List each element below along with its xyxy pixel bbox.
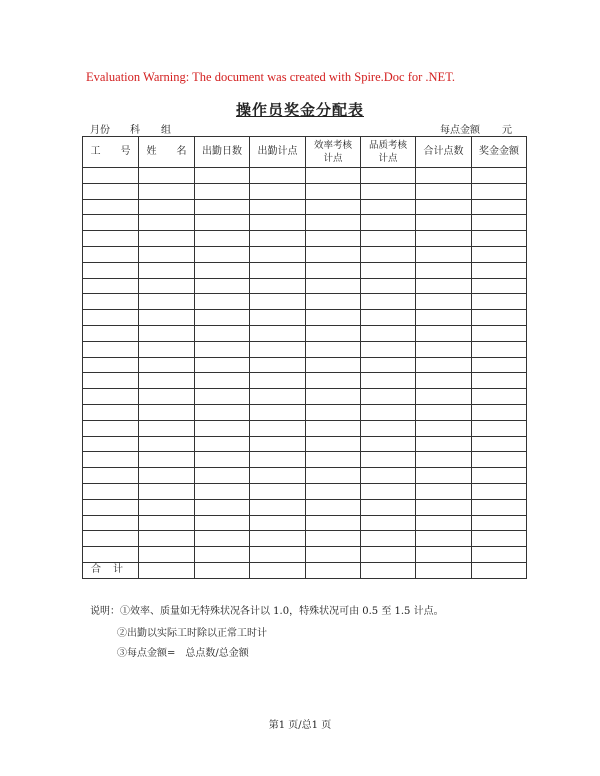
meta-unit xyxy=(502,121,512,136)
table-cell[interactable] xyxy=(416,499,472,515)
section-label-a: 科 xyxy=(130,125,140,136)
table-cell[interactable] xyxy=(139,499,195,515)
table-cell[interactable] xyxy=(250,341,306,357)
table-cell[interactable] xyxy=(306,452,361,468)
table-cell[interactable] xyxy=(83,310,139,326)
table-cell[interactable] xyxy=(306,357,361,373)
evaluation-warning: Evaluation Warning: The document was created with Spire.Doc for .NET. xyxy=(86,70,456,84)
total-cell[interactable] xyxy=(306,562,361,578)
table-cell[interactable] xyxy=(250,168,306,184)
table-cell[interactable] xyxy=(250,294,306,310)
table-cell[interactable] xyxy=(416,436,472,452)
table-row xyxy=(83,483,527,499)
table-cell[interactable] xyxy=(83,246,139,262)
table-cell[interactable] xyxy=(416,389,472,405)
table-row xyxy=(83,420,527,436)
table-cell[interactable] xyxy=(306,373,361,389)
table-cell[interactable] xyxy=(361,215,416,231)
table-cell[interactable] xyxy=(306,199,361,215)
bonus-table xyxy=(82,136,527,579)
table-cell[interactable] xyxy=(306,531,361,547)
table-cell[interactable] xyxy=(361,389,416,405)
table-row xyxy=(83,183,527,199)
table-cell[interactable] xyxy=(195,215,250,231)
table-cell[interactable] xyxy=(361,278,416,294)
table-cell[interactable] xyxy=(416,278,472,294)
note-1: 说明：①效率、质量如无特殊状况各计以 1.0，特殊状况可由 0.5 至 1.5 计点。 xyxy=(90,606,444,617)
table-cell[interactable] xyxy=(195,515,250,531)
table-cell[interactable] xyxy=(361,515,416,531)
table-row xyxy=(83,199,527,215)
table-cell[interactable] xyxy=(472,199,527,215)
table-cell[interactable] xyxy=(416,215,472,231)
table-cell[interactable] xyxy=(139,468,195,484)
table-cell[interactable] xyxy=(139,294,195,310)
total-label: 合计 xyxy=(83,562,139,578)
table-cell[interactable] xyxy=(139,436,195,452)
table-cell[interactable] xyxy=(139,420,195,436)
table-cell[interactable] xyxy=(195,294,250,310)
table-cell[interactable] xyxy=(416,294,472,310)
table-row xyxy=(83,278,527,294)
table-cell[interactable] xyxy=(139,246,195,262)
table-cell[interactable] xyxy=(250,420,306,436)
table-cell[interactable] xyxy=(195,341,250,357)
table-cell[interactable] xyxy=(139,404,195,420)
table-cell[interactable] xyxy=(250,231,306,247)
table-cell[interactable] xyxy=(83,199,139,215)
table-cell[interactable] xyxy=(306,468,361,484)
col-header-name: 姓 名 xyxy=(139,137,195,168)
table-cell[interactable] xyxy=(139,183,195,199)
table-cell[interactable] xyxy=(83,452,139,468)
table-cell[interactable] xyxy=(250,404,306,420)
table-cell[interactable] xyxy=(472,420,527,436)
table-cell[interactable] xyxy=(250,468,306,484)
table-cell[interactable] xyxy=(472,515,527,531)
table-cell[interactable] xyxy=(250,262,306,278)
table-cell[interactable] xyxy=(250,310,306,326)
table-cell[interactable] xyxy=(361,468,416,484)
table-cell[interactable] xyxy=(250,357,306,373)
table-cell[interactable] xyxy=(83,483,139,499)
table-cell[interactable] xyxy=(250,199,306,215)
meta-month xyxy=(90,121,110,136)
table-cell[interactable] xyxy=(472,262,527,278)
table-cell[interactable] xyxy=(250,436,306,452)
table-cell[interactable] xyxy=(306,262,361,278)
table-cell[interactable] xyxy=(306,341,361,357)
table-cell[interactable] xyxy=(83,547,139,563)
table-cell[interactable] xyxy=(306,483,361,499)
table-row xyxy=(83,341,527,357)
table-cell[interactable] xyxy=(306,436,361,452)
total-cell[interactable] xyxy=(416,562,472,578)
table-cell[interactable] xyxy=(416,420,472,436)
table-cell[interactable] xyxy=(472,468,527,484)
table-cell[interactable] xyxy=(195,278,250,294)
table-row xyxy=(83,547,527,563)
table-cell[interactable] xyxy=(195,531,250,547)
total-cell[interactable] xyxy=(139,562,195,578)
table-cell[interactable] xyxy=(472,231,527,247)
table-cell[interactable] xyxy=(195,547,250,563)
table-cell[interactable] xyxy=(195,404,250,420)
table-cell[interactable] xyxy=(250,515,306,531)
table-cell[interactable] xyxy=(250,389,306,405)
table-cell[interactable] xyxy=(361,246,416,262)
table-cell[interactable] xyxy=(139,262,195,278)
col-header-employee-id: 工 号 xyxy=(83,137,139,168)
table-cell[interactable] xyxy=(195,452,250,468)
table-cell[interactable] xyxy=(306,294,361,310)
table-cell[interactable] xyxy=(83,168,139,184)
table-cell[interactable] xyxy=(306,310,361,326)
table-cell[interactable] xyxy=(139,483,195,499)
table-cell[interactable] xyxy=(250,215,306,231)
section-label-b: 组 xyxy=(161,125,171,136)
table-cell[interactable] xyxy=(139,325,195,341)
table-cell[interactable] xyxy=(472,183,527,199)
table-cell[interactable] xyxy=(139,515,195,531)
table-cell[interactable] xyxy=(361,483,416,499)
table-cell[interactable] xyxy=(416,168,472,184)
table-cell[interactable] xyxy=(472,168,527,184)
total-cell[interactable] xyxy=(250,562,306,578)
table-cell[interactable] xyxy=(416,515,472,531)
table-cell[interactable] xyxy=(195,483,250,499)
table-row xyxy=(83,325,527,341)
table-row xyxy=(83,215,527,231)
table-cell[interactable] xyxy=(416,468,472,484)
table-cell[interactable] xyxy=(83,357,139,373)
table-cell[interactable] xyxy=(139,531,195,547)
table-cell[interactable] xyxy=(472,357,527,373)
table-cell[interactable] xyxy=(472,483,527,499)
col-header-total-points: 合计点数 xyxy=(416,137,472,168)
table-cell[interactable] xyxy=(472,436,527,452)
table-cell[interactable] xyxy=(306,246,361,262)
table-row xyxy=(83,310,527,326)
table-row xyxy=(83,373,527,389)
table-cell[interactable] xyxy=(83,231,139,247)
table-cell[interactable] xyxy=(195,310,250,326)
table-cell[interactable] xyxy=(250,278,306,294)
table-cell[interactable] xyxy=(83,404,139,420)
table-row xyxy=(83,231,527,247)
header-row xyxy=(83,137,527,168)
note-3: ③每点金额= 总点数/总金额 xyxy=(117,648,249,659)
table-row xyxy=(83,357,527,373)
total-row xyxy=(83,562,527,578)
table-row xyxy=(83,515,527,531)
table-cell[interactable] xyxy=(250,531,306,547)
total-cell[interactable] xyxy=(472,562,527,578)
table-cell[interactable] xyxy=(416,183,472,199)
table-cell[interactable] xyxy=(472,278,527,294)
table-cell[interactable] xyxy=(361,199,416,215)
col-header-quality-points: 品质考核 计点 xyxy=(361,137,416,168)
table-cell[interactable] xyxy=(306,168,361,184)
table-cell[interactable] xyxy=(139,310,195,326)
table-cell[interactable] xyxy=(306,278,361,294)
table-cell[interactable] xyxy=(306,325,361,341)
table-cell[interactable] xyxy=(416,404,472,420)
table-cell[interactable] xyxy=(416,373,472,389)
col-header-attendance-days: 出勤日数 xyxy=(195,137,250,168)
table-cell[interactable] xyxy=(83,389,139,405)
unit-label: 元 xyxy=(502,125,512,136)
table-cell[interactable] xyxy=(416,547,472,563)
table-cell[interactable] xyxy=(416,357,472,373)
total-cell[interactable] xyxy=(361,562,416,578)
table-row xyxy=(83,499,527,515)
table-cell[interactable] xyxy=(472,452,527,468)
table-cell[interactable] xyxy=(195,499,250,515)
table-row xyxy=(83,246,527,262)
table-cell[interactable] xyxy=(472,325,527,341)
table-cell[interactable] xyxy=(83,278,139,294)
table-cell[interactable] xyxy=(361,341,416,357)
table-cell[interactable] xyxy=(250,246,306,262)
table-cell[interactable] xyxy=(306,183,361,199)
table-cell[interactable] xyxy=(195,436,250,452)
table-cell[interactable] xyxy=(361,262,416,278)
table-row xyxy=(83,294,527,310)
meta-per-point xyxy=(440,121,480,136)
table-cell[interactable] xyxy=(361,547,416,563)
table-cell[interactable] xyxy=(139,231,195,247)
table-cell[interactable] xyxy=(195,199,250,215)
col-header-efficiency-points: 效率考核 计点 xyxy=(306,137,361,168)
table-row xyxy=(83,389,527,405)
table-row xyxy=(83,262,527,278)
table-cell[interactable] xyxy=(472,499,527,515)
table-cell[interactable] xyxy=(83,468,139,484)
table-cell[interactable] xyxy=(416,325,472,341)
table-cell[interactable] xyxy=(195,373,250,389)
table-cell[interactable] xyxy=(361,404,416,420)
table-cell[interactable] xyxy=(83,294,139,310)
table-cell[interactable] xyxy=(195,262,250,278)
table-cell[interactable] xyxy=(361,452,416,468)
table-cell[interactable] xyxy=(195,246,250,262)
table-cell[interactable] xyxy=(139,168,195,184)
table-cell[interactable] xyxy=(361,231,416,247)
table-cell[interactable] xyxy=(361,168,416,184)
table-cell[interactable] xyxy=(83,499,139,515)
table-cell[interactable] xyxy=(195,468,250,484)
table-cell[interactable] xyxy=(416,483,472,499)
table-cell[interactable] xyxy=(361,420,416,436)
table-cell[interactable] xyxy=(83,215,139,231)
table-cell[interactable] xyxy=(472,246,527,262)
table-cell[interactable] xyxy=(416,310,472,326)
meta-section-a xyxy=(130,121,140,136)
table-cell[interactable] xyxy=(472,294,527,310)
table-cell[interactable] xyxy=(83,373,139,389)
table-cell[interactable] xyxy=(250,183,306,199)
table-cell[interactable] xyxy=(361,499,416,515)
table-cell[interactable] xyxy=(472,215,527,231)
document-title: 操作员奖金分配表 xyxy=(235,101,364,119)
table-cell[interactable] xyxy=(139,278,195,294)
table-row xyxy=(83,404,527,420)
table-row xyxy=(83,452,527,468)
table-cell[interactable] xyxy=(250,499,306,515)
table-cell[interactable] xyxy=(83,436,139,452)
table-cell[interactable] xyxy=(472,389,527,405)
table-cell[interactable] xyxy=(416,452,472,468)
table-cell[interactable] xyxy=(195,231,250,247)
table-cell[interactable] xyxy=(306,231,361,247)
month-label: 月份 xyxy=(90,125,110,136)
table-cell[interactable] xyxy=(361,357,416,373)
table-cell[interactable] xyxy=(361,436,416,452)
table-cell[interactable] xyxy=(472,341,527,357)
table-cell[interactable] xyxy=(195,168,250,184)
table-cell[interactable] xyxy=(306,420,361,436)
table-cell[interactable] xyxy=(472,547,527,563)
table-cell[interactable] xyxy=(195,325,250,341)
note-2: ②出勤以实际工时除以正常工时计 xyxy=(117,628,267,639)
table-cell[interactable] xyxy=(83,325,139,341)
per-point-label: 每点金额 xyxy=(440,125,480,136)
table-cell[interactable] xyxy=(139,357,195,373)
meta-section-b xyxy=(161,121,171,136)
table-cell[interactable] xyxy=(416,199,472,215)
table-cell[interactable] xyxy=(83,531,139,547)
table-cell[interactable] xyxy=(361,373,416,389)
table-cell[interactable] xyxy=(472,531,527,547)
table-cell[interactable] xyxy=(195,183,250,199)
table-cell[interactable] xyxy=(83,262,139,278)
table-cell[interactable] xyxy=(361,294,416,310)
table-row xyxy=(83,468,527,484)
col-header-bonus-amount: 奖金金额 xyxy=(472,137,527,168)
table-cell[interactable] xyxy=(250,373,306,389)
table-cell[interactable] xyxy=(472,310,527,326)
table-cell[interactable] xyxy=(306,404,361,420)
table-row xyxy=(83,531,527,547)
table-cell[interactable] xyxy=(416,262,472,278)
table-cell[interactable] xyxy=(416,246,472,262)
table-cell[interactable] xyxy=(306,215,361,231)
table-cell[interactable] xyxy=(250,483,306,499)
table-row xyxy=(83,168,527,184)
table-cell[interactable] xyxy=(306,515,361,531)
table-cell[interactable] xyxy=(139,215,195,231)
total-cell[interactable] xyxy=(195,562,250,578)
table-cell[interactable] xyxy=(416,531,472,547)
table-cell[interactable] xyxy=(195,389,250,405)
table-cell[interactable] xyxy=(139,199,195,215)
table-cell[interactable] xyxy=(139,389,195,405)
table-cell[interactable] xyxy=(361,183,416,199)
table-cell[interactable] xyxy=(139,341,195,357)
table-cell[interactable] xyxy=(83,341,139,357)
col-header-attendance-points: 出勤计点 xyxy=(250,137,306,168)
table-row xyxy=(83,436,527,452)
table-cell[interactable] xyxy=(472,404,527,420)
table-cell[interactable] xyxy=(83,515,139,531)
table-cell[interactable] xyxy=(139,452,195,468)
table-cell[interactable] xyxy=(306,547,361,563)
table-cell[interactable] xyxy=(361,325,416,341)
table-cell[interactable] xyxy=(83,420,139,436)
table-cell[interactable] xyxy=(361,531,416,547)
table-cell[interactable] xyxy=(306,499,361,515)
table-cell[interactable] xyxy=(195,420,250,436)
table-cell[interactable] xyxy=(416,231,472,247)
table-cell[interactable] xyxy=(361,310,416,326)
table-cell[interactable] xyxy=(416,341,472,357)
page-footer: 第1 页/总1 页 xyxy=(268,720,332,731)
table-cell[interactable] xyxy=(306,389,361,405)
table-cell[interactable] xyxy=(472,373,527,389)
table-cell[interactable] xyxy=(139,373,195,389)
table-cell[interactable] xyxy=(250,547,306,563)
table-cell[interactable] xyxy=(195,357,250,373)
table-body xyxy=(83,168,527,563)
table-cell[interactable] xyxy=(250,325,306,341)
table-cell[interactable] xyxy=(139,547,195,563)
table-cell[interactable] xyxy=(250,452,306,468)
table-cell[interactable] xyxy=(83,183,139,199)
